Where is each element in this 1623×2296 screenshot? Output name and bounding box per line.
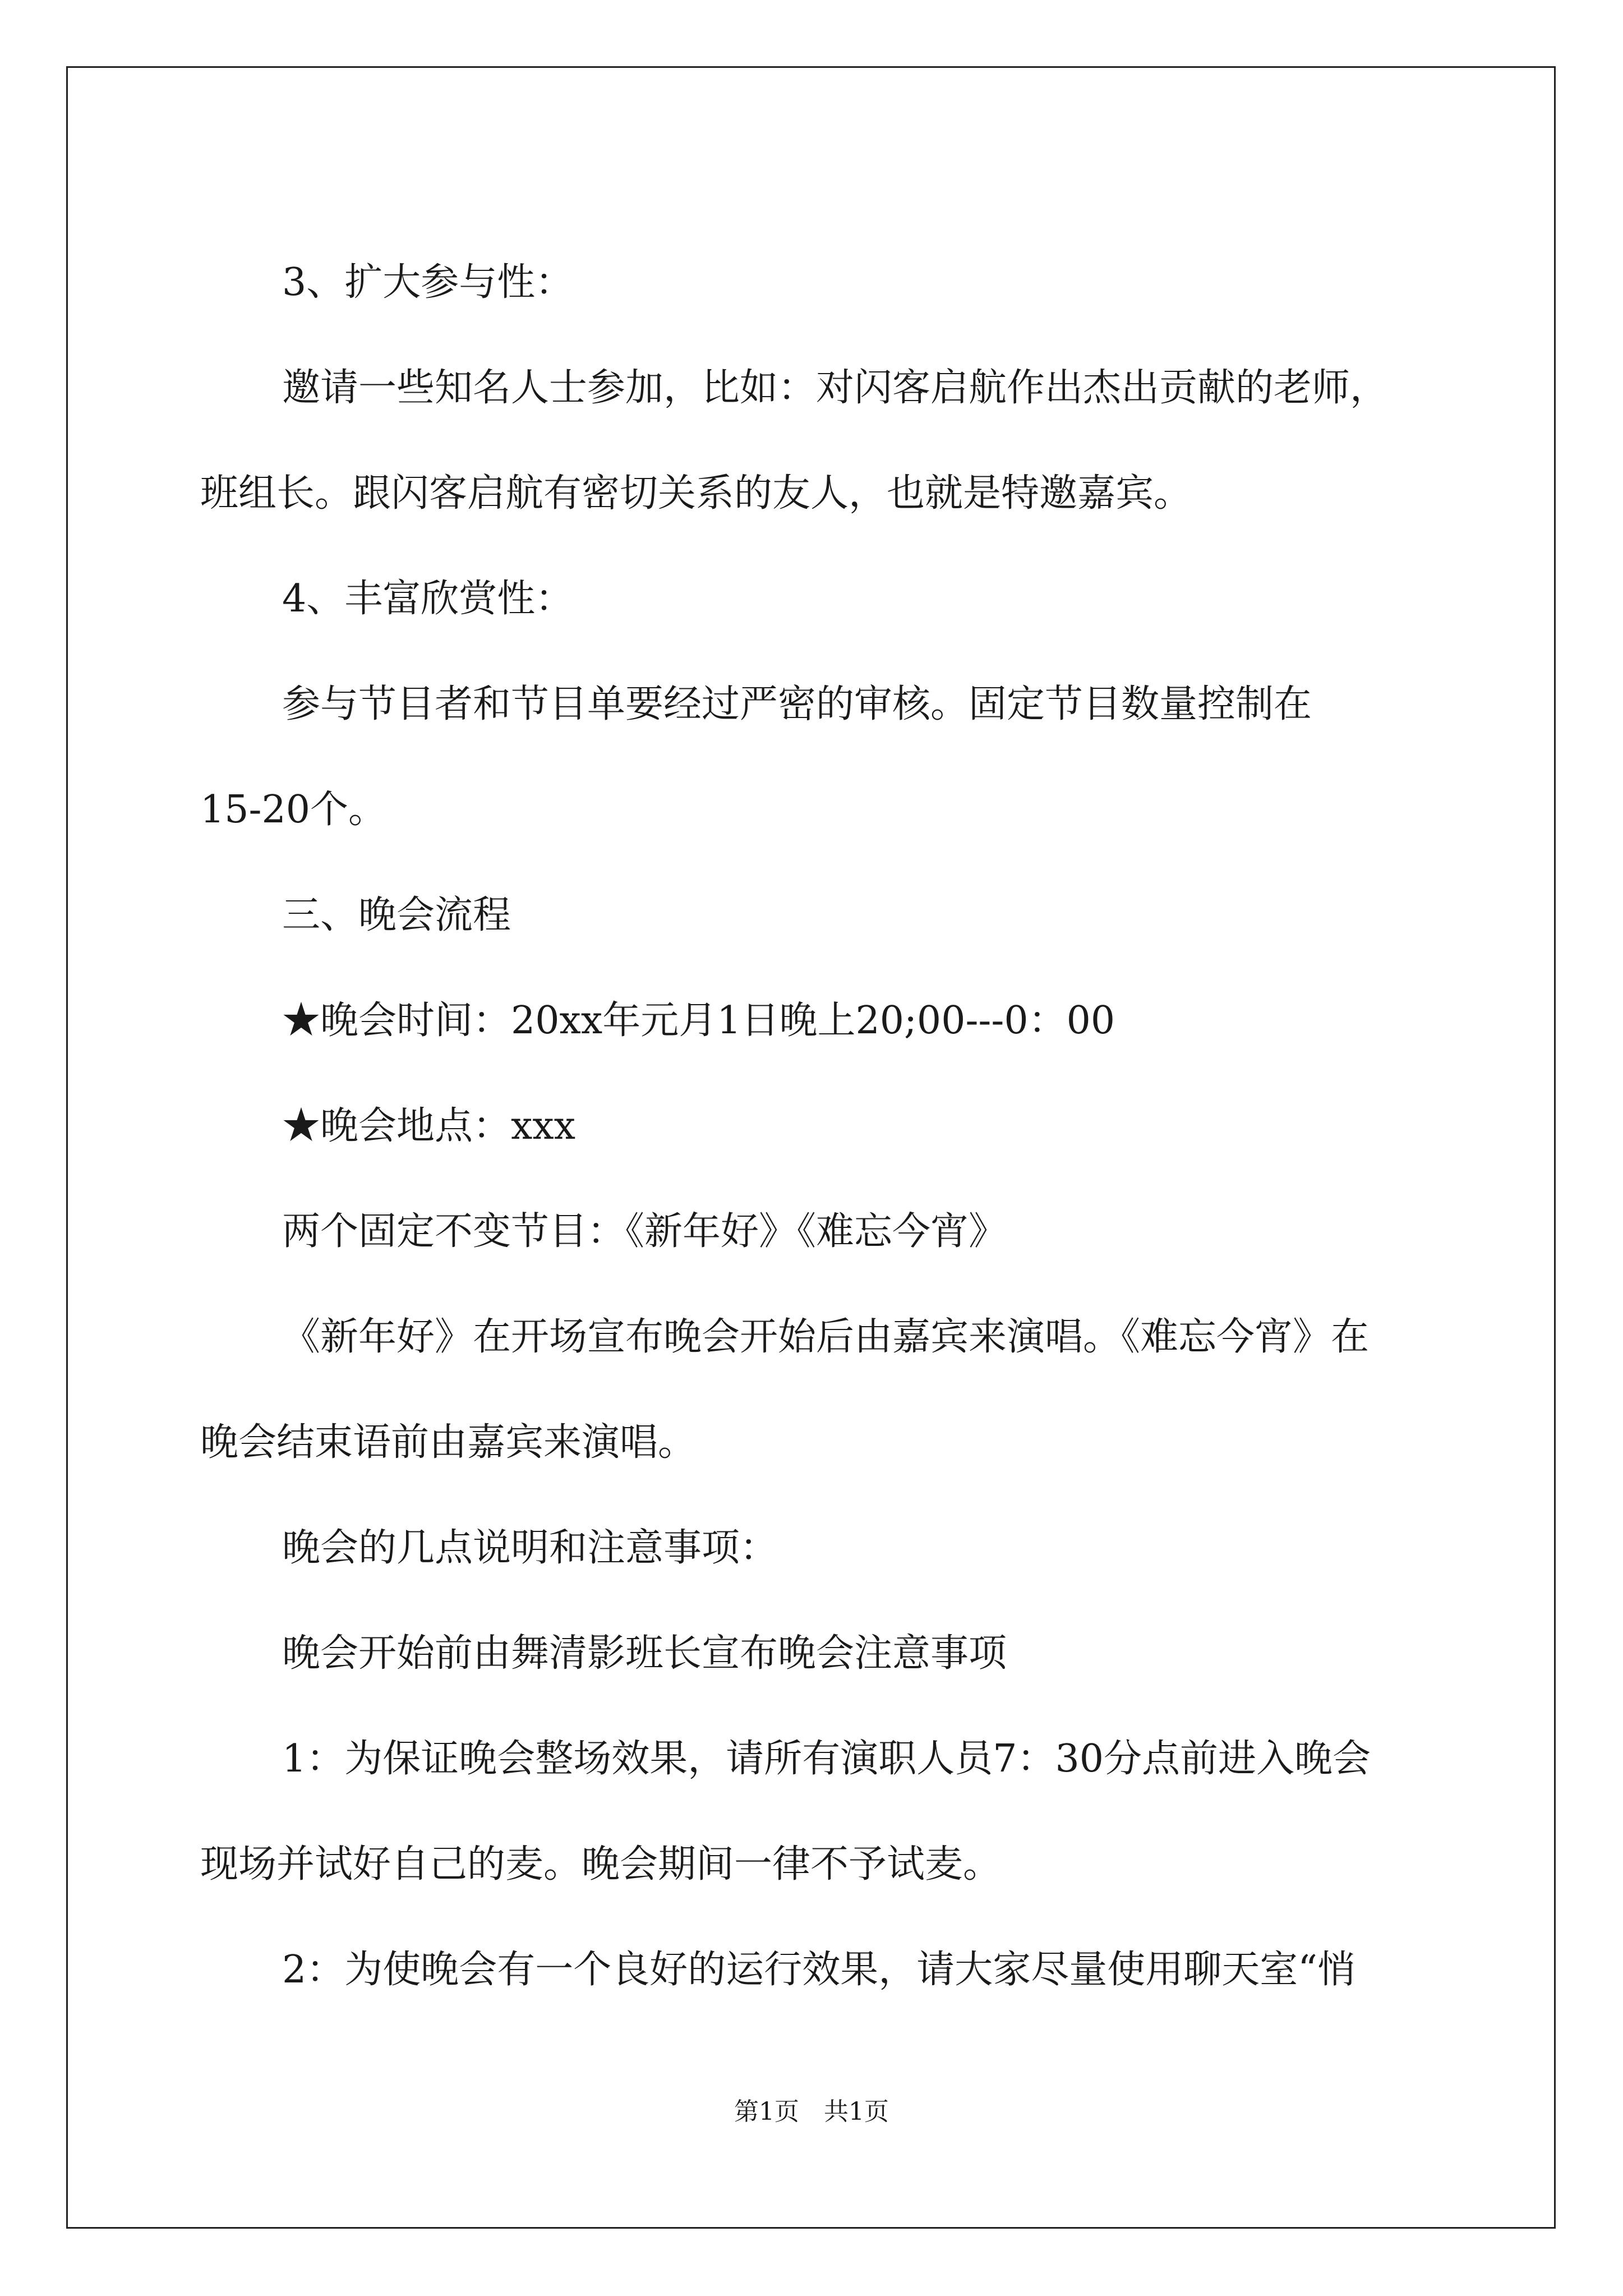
document-body: [200, 230, 1434, 2023]
paragraph-line: 邀请一些知名人士参加，比如：对闪客启航作出杰出贡献的老师，: [282, 366, 1389, 410]
paragraph-line: 15-20个。: [200, 788, 387, 832]
paragraph-line: 2：为使晚会有一个良好的运行效果，请大家尽量使用聊天室“悄: [282, 1948, 1356, 1992]
paragraph-line: 晚会开始前由舞清影班长宣布晚会注意事项: [282, 1631, 1007, 1676]
paragraph-line: 晚会的几点说明和注意事项：: [282, 1526, 778, 1570]
paragraph-line: 《新年好》在开场宣布晚会开始后由嘉宾来演唱。《难忘今宵》在: [282, 1315, 1370, 1359]
paragraph-line: 现场并试好自己的麦。晚会期间一律不予试麦。: [200, 1842, 1002, 1887]
page-footer: 第1页 共1页: [734, 2097, 889, 2126]
paragraph-line: ★晚会地点：xxx: [282, 1104, 576, 1148]
paragraph-line: 4、丰富欣赏性：: [282, 577, 574, 621]
paragraph-line: 参与节目者和节目单要经过严密的审核。固定节目数量控制在: [282, 682, 1312, 726]
paragraph-line: 晚会结束语前由嘉宾来演唱。: [200, 1420, 697, 1465]
paragraph-line: 班组长。跟闪客启航有密切关系的友人，也就是特邀嘉宾。: [200, 471, 1192, 516]
paragraph-line: 1：为保证晚会整场效果，请所有演职人员7：30分点前进入晚会: [282, 1737, 1371, 1781]
section-heading: 三、晚会流程: [282, 893, 511, 937]
paragraph-line: 两个固定不变节目：《新年好》《难忘今宵》: [282, 1209, 1007, 1254]
paragraph-line: ★晚会时间：20xx年元月1日晚上20;00---0：00: [282, 999, 1115, 1043]
paragraph-line: 3、扩大参与性：: [282, 260, 574, 305]
